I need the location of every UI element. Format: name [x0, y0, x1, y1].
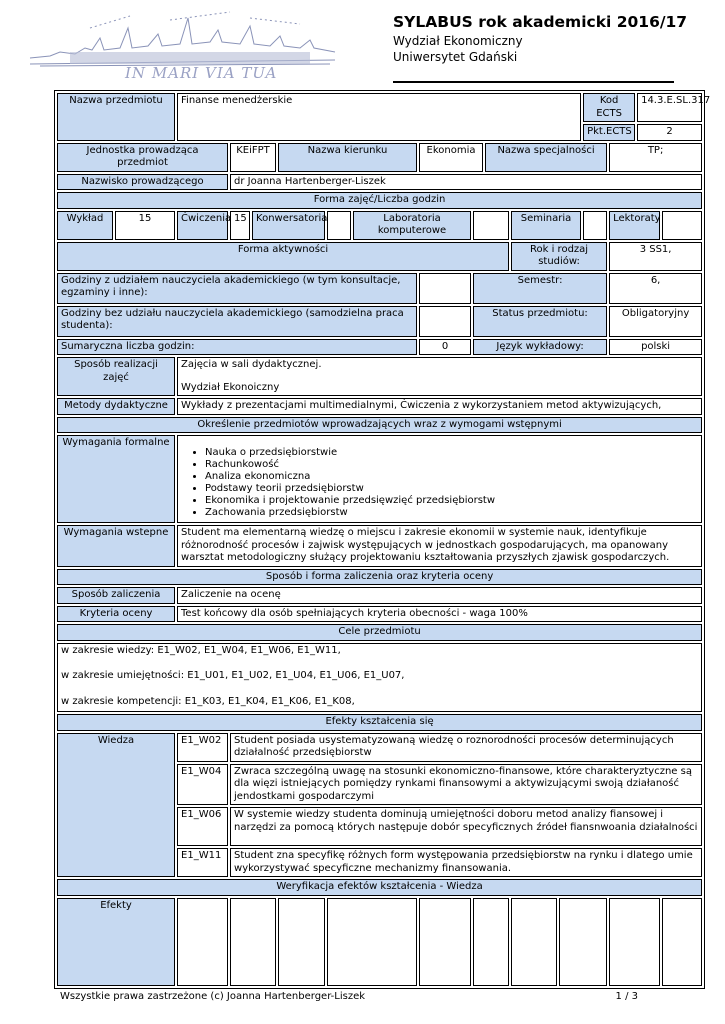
lecturer-name: dr Joanna Hartenberger-Liszek [230, 174, 702, 191]
row-unit [57, 143, 702, 172]
row-initial-req [57, 525, 702, 567]
spec-label: Nazwa specjalności [485, 143, 607, 172]
goals-knowledge: w zakresie wiedzy: E1_W02, E1_W04, E1_W06, E1_W11, [61, 644, 341, 656]
list-item: • Zachowania przedsiębiorstw [205, 507, 698, 519]
credit-section-header: Sposób i forma zaliczenia oraz kryteria oceny [57, 569, 702, 586]
realization-label: Sposób realizacji zajęć [57, 357, 175, 396]
lecture-label: Wykład [57, 211, 113, 240]
outcomes-group-label: Wiedza [57, 733, 175, 878]
row-contact-hours [57, 273, 702, 304]
list-item: • Rachunkowość [205, 459, 698, 471]
activity-section-header: Forma aktywności [57, 242, 509, 271]
verification-cell [662, 898, 702, 986]
syllabus-title: SYLABUS rok akademicki 2016/17 [393, 13, 688, 31]
initial-req-label: Wymagania wstepne [57, 525, 175, 567]
criteria-label: Kryteria oceny [57, 606, 175, 623]
semester-value: 6, [609, 273, 702, 304]
ects-code: 14.3.E.SL.317 [637, 93, 702, 122]
self-hours-value [419, 306, 471, 337]
city-skyline-logo [30, 8, 335, 82]
row-lecturer [57, 174, 702, 191]
unit-value: KEiFPT [230, 143, 276, 172]
outcomes-section-header: Efekty kształcenia się [57, 714, 702, 731]
goals-skills: w zakresie umiejętności: E1_U01, E1_U02, E1_U04, E1_U06, E1_U07, [61, 670, 405, 681]
contact-hours-value [419, 273, 471, 304]
outcome-code: E1_W04 [177, 764, 228, 806]
outcome-text: Student zna specyfikę różnych form występowania przedsiębiorstw na rynku i dlatego umie wykorzystywać specyficzne mechanizmy finansowania. [230, 848, 702, 877]
ects-code-label: Kod ECTS [583, 93, 635, 122]
unit-label: Jednostka prowadząca przedmiot [57, 143, 228, 172]
footer-copyright: Wszystkie prawa zastrzeżone (c) Joanna Hartenberger-Liszek [60, 991, 366, 1002]
seminar-hours [583, 211, 607, 240]
conversatory-label: Konwersatoria [252, 211, 325, 240]
language-value: polski [609, 339, 702, 356]
contact-hours-label: Godziny z udziałem nauczyciela akademickiego (w tym konsultacje, egzaminy i inne): [57, 273, 417, 304]
row-criteria [57, 606, 702, 623]
lecture-hours: 15 [115, 211, 175, 240]
realization-line-1: Zajęcia w sali dydaktycznej. [181, 359, 322, 370]
credit-method-value: Zaliczenie na ocenę [177, 587, 702, 604]
year-value: 3 SS1, [609, 242, 702, 271]
faculty-name: Wydział Ekonomiczny [393, 34, 523, 48]
lab-hours [473, 211, 509, 240]
row-self-hours [57, 306, 702, 337]
row-forms [57, 211, 702, 240]
verification-row-label: Efekty [57, 898, 175, 986]
syllabus-table [54, 90, 711, 989]
field-label: Nazwa kierunku [278, 143, 417, 172]
verification-cell [609, 898, 660, 986]
outcome-code: E1_W06 [177, 807, 228, 846]
methods-value: Wykłady z prezentacjami multimedialnymi, Ćwiczenia z wykorzystaniem metod aktywizujących, [177, 398, 702, 415]
lectorate-label: Lektoraty [609, 211, 660, 240]
page-header [0, 0, 725, 90]
goals-value [57, 643, 702, 713]
outcome-text: W systemie wiedzy studenta dominują umiejętności doboru metod analizy fiansowej i narzędzi za pomocą których następuje dobór specyficznych źródeł fiansnwoania działalności [230, 807, 702, 846]
status-label: Status przedmiotu: [473, 306, 607, 337]
verification-cell [278, 898, 325, 986]
ects-points: 2 [637, 124, 702, 141]
verification-cell [473, 898, 509, 986]
svg-text:IN MARI VIA TUA: IN MARI VIA TUA [125, 64, 278, 82]
list-item: • Analiza ekonomiczna [205, 471, 698, 483]
course-name-label: Nazwa przedmiotu [57, 93, 175, 141]
goals-competences: w zakresie kompetencji: E1_K03, E1_K04, E1_K06, E1_K08, [61, 695, 355, 707]
verification-cell [177, 898, 228, 986]
outcome-text: Student posiada usystematyzowaną wiedzę o roznorodności procesów determinujących działalność przedsiębiorstw [230, 733, 702, 762]
total-hours-label: Sumaryczna liczba godzin: [57, 339, 417, 356]
semester-label: Semestr: [473, 273, 607, 304]
seminar-label: Seminaria [511, 211, 581, 240]
footer-page-number: 1 / 3 [615, 991, 638, 1002]
year-label: Rok i rodzaj studiów: [511, 242, 607, 271]
self-hours-label: Godziny bez udziału nauczyciela akademickiego (samodzielna praca studenta): [57, 306, 417, 337]
row-goals-header [57, 624, 702, 641]
exercises-label: Ćwiczenia [177, 211, 228, 240]
outcome-code: E1_W02 [177, 733, 228, 762]
verification-cell [230, 898, 276, 986]
verification-cell [559, 898, 607, 986]
list-item: • Ekonomika i projektowanie przedsięwzięć przedsiębiorstw [205, 495, 698, 507]
total-hours-value: 0 [419, 339, 471, 356]
row-methods [57, 398, 702, 415]
row-credit-header [57, 569, 702, 586]
course-name: Finanse menedżerskie [177, 93, 581, 141]
formal-req-value [177, 435, 702, 523]
forms-section-header: Forma zajęć/Liczba godzin [57, 192, 702, 209]
row-course-name [57, 93, 702, 122]
row-verification [57, 898, 702, 986]
outcome-text: Zwraca szczególną uwagę na stosunki ekonomiczno-finansowe, które charakteryztyczne są dla więzi istniejących pomiędzy rynkami finansowymi a aktywizującymi swoją działaność jendostkami gospodarczymi [230, 764, 702, 806]
row-goals [57, 643, 702, 713]
ects-points-label: Pkt.ECTS [583, 124, 635, 141]
realization-line-2: Wydział Ekonoiczny [181, 381, 280, 393]
credit-method-label: Sposób zaliczenia [57, 587, 175, 604]
language-label: Język wykładowy: [473, 339, 607, 356]
row-formal-req [57, 435, 702, 523]
verification-cell [511, 898, 557, 986]
realization-value [177, 357, 702, 396]
page-footer [60, 988, 690, 1002]
verification-section-header: Weryfikacja efektów kształcenia - Wiedza [57, 879, 702, 896]
row-total-hours [57, 339, 702, 356]
formal-req-label: Wymagania formalne [57, 435, 175, 523]
verification-cell [419, 898, 471, 986]
row-outcomes-header [57, 714, 702, 731]
prereq-section-header: Określenie przedmiotów wprowadzających wraz z wymogami wstępnymi [57, 417, 702, 434]
list-item: • Nauka o przedsiębiorstwie [205, 447, 698, 459]
list-item: • Podstawy teorii przedsiębiorstw [205, 483, 698, 495]
lectorate-hours [662, 211, 702, 240]
formal-req-list [181, 447, 698, 519]
lab-label: Laboratoria komputerowe [353, 211, 471, 240]
row-verification-header [57, 879, 702, 896]
initial-req-value: Student ma elementarną wiedzę o miejscu i zakresie ekonomii w systemie nauk, identyfikuje różnorodność procesów i zajwisk występujących w jednostkach gospodarujących, ma opanowany warsztat metodologiczny służący projektowaniu kształtowania przyszłych zjawisk gospodarczych. [177, 525, 702, 567]
row-activity-header [57, 242, 702, 271]
outcome-code: E1_W11 [177, 848, 228, 877]
header-rule [393, 81, 674, 83]
outcome-row [57, 733, 702, 762]
university-logo [30, 8, 335, 82]
row-credit-method [57, 587, 702, 604]
row-prereq-header [57, 417, 702, 434]
university-name: Uniwersytet Gdański [393, 50, 518, 64]
criteria-value: Test końcowy dla osób spełniających kryteria obecności - waga 100% [177, 606, 702, 623]
row-realization [57, 357, 702, 396]
exercises-hours: 15 [230, 211, 250, 240]
status-value: Obligatoryjny [609, 306, 702, 337]
lecturer-label: Nazwisko prowadzącego [57, 174, 228, 191]
conversatory-hours [327, 211, 351, 240]
goals-section-header: Cele przedmiotu [57, 624, 702, 641]
spec-value: TP; [609, 143, 702, 172]
methods-label: Metody dydaktyczne [57, 398, 175, 415]
field-value: Ekonomia [419, 143, 483, 172]
verification-cell [327, 898, 417, 986]
row-forms-header [57, 192, 702, 209]
